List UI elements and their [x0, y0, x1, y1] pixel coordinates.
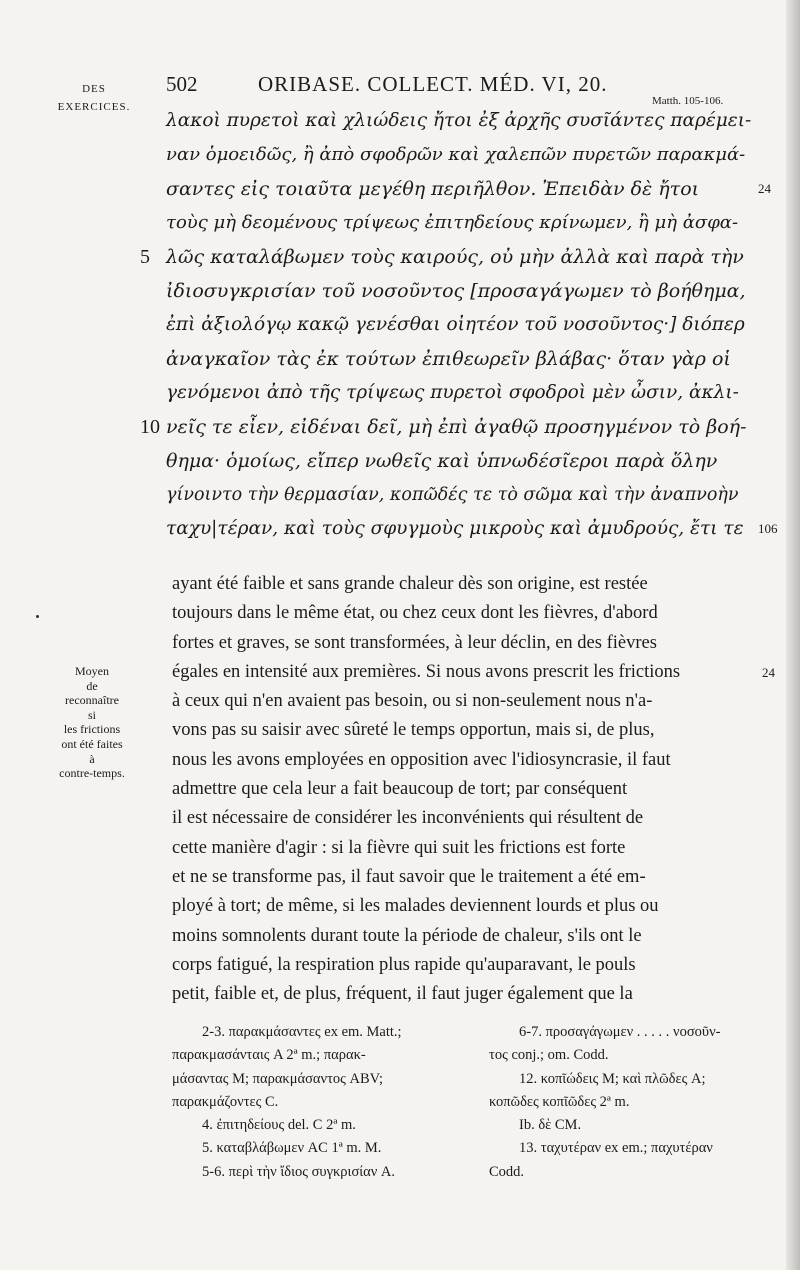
greek-line: [166, 512, 778, 546]
french-line-text: et ne se transforme pas, il faut savoir que le traitement a été em-: [172, 866, 646, 887]
greek-line: [166, 342, 766, 376]
greek-line-text: τοὺς μὴ δεομένους τρίψεως ἐπιτηδείους κρίνωμεν, ἢ μὴ ἀσφα-: [166, 212, 739, 233]
footnote-line: τος conj.; om. Codd.: [489, 1047, 609, 1064]
french-line: [172, 804, 762, 833]
french-line-text: toujours dans le même état, ou chez ceux dont les fièvres, d'abord: [172, 603, 658, 624]
margin-ref-number: 24: [762, 664, 775, 680]
french-line: [172, 980, 762, 1009]
greek-line-text: σαντες εἰς τοιαῦτα μεγέθη περιῆλθον. Ἐπειδὰν δὲ ἤτοι: [166, 178, 700, 200]
margin-dot: [36, 615, 39, 618]
margin-ref-number: 24: [758, 181, 771, 196]
sidenote-line: contre-temps.: [59, 766, 125, 781]
french-line-text: nous les avons employées en opposition avec l'idiosyncrasie, il faut: [172, 749, 671, 770]
greek-line: [166, 478, 766, 512]
french-line-text: admettre que cela leur a fait beaucoup de tort; par conséquent: [172, 779, 628, 800]
french-line: [172, 775, 762, 804]
french-line: [172, 746, 762, 775]
page-edge-shadow: [786, 0, 800, 1270]
greek-line-text: λακοὶ πυρετοὶ καὶ χλιώδεις ἤτοι ἐξ ἀρχῆς συσῖάντες παρέμει-: [166, 110, 752, 131]
french-line-text: fortes et graves, se sont transformées, à leur déclin, en des fièvres: [172, 632, 657, 653]
french-line: [172, 863, 762, 892]
sidenote-line: à: [89, 751, 95, 766]
greek-line-text: νεῖς τε εἶεν, εἰδέναι δεῖ, μὴ ἐπὶ ἀγαθῷ προσηγμένον τὸ βοή-: [166, 416, 747, 438]
sidenote-line: reconnaître: [65, 693, 119, 708]
greek-line: [166, 206, 766, 240]
french-line: [172, 834, 762, 863]
french-line: [172, 687, 762, 716]
footnote-line: 12. κοπῖώδεις M; καὶ πλῶδες A;: [519, 1070, 706, 1087]
sidenote-line: les frictions: [63, 722, 121, 737]
french-line-text: ayant été faible et sans grande chaleur dès son origine, est restée: [172, 574, 648, 594]
sidenote-line: ont été faites: [61, 736, 123, 751]
margin-ref-number: 106: [758, 521, 778, 536]
greek-line: [166, 104, 766, 138]
footnote-line: 6-7. προσαγάγωμεν . . . . . νοσοῦν-: [519, 1024, 721, 1040]
footnote-line: 4. ἐπιτηδείους del. C 2ª m.: [202, 1117, 356, 1134]
footnote-line: 13. ταχυτέραν ex em.; παχυτέραν: [519, 1140, 713, 1157]
french-line-text: ployé à tort; de même, si les malades deviennent lourds et plus ou: [172, 896, 659, 917]
footnote-line: παρακμάζοντες C.: [172, 1093, 279, 1110]
french-line: [172, 716, 762, 745]
greek-text-block: [140, 104, 778, 546]
french-line-text: il est nécessaire de considérer les inconvénients qui résultent de: [172, 808, 644, 829]
greek-line: [166, 444, 766, 478]
footnote-line: 5. καταβλάβωμεν AC 1ª m. M.: [202, 1140, 382, 1157]
greek-line: [140, 410, 766, 444]
greek-line-text: θημα· ὁμοίως, εἴπερ νωθεῖς καὶ ὑπνωδέσῖεροι παρὰ ὅλην: [166, 450, 718, 472]
footnote-line: μάσαντας M; παρακμάσαντος ABV;: [172, 1070, 384, 1087]
french-line: [172, 892, 762, 921]
footnotes-left-column: [172, 1021, 472, 1184]
french-line-text: cette manière d'agir : si la fièvre qui suit les frictions est forte: [172, 837, 626, 858]
greek-line: [140, 240, 766, 274]
line-number: 5: [140, 246, 150, 268]
greek-line: [166, 376, 766, 410]
french-line: [172, 951, 762, 980]
french-line-text: petit, faible et, de plus, fréquent, il faut juger également que la: [172, 984, 633, 1005]
french-line-text: moins somnolents durant toute la période de chaleur, s'ils ont le: [172, 925, 642, 946]
greek-line-text: ἀναγκαῖον τὰς ἐκ τούτων ἐπιθεωρεῖν βλάβας· ὅταν γὰρ οἱ: [166, 348, 731, 370]
margin-header-line: DES: [82, 83, 106, 95]
french-translation-block: [172, 570, 775, 1009]
greek-line-text: ἰδιοσυγκρισίαν τοῦ νοσοῦντος [προσαγάγωμεν τὸ βοήθημα,: [166, 280, 746, 302]
running-title: ORIBASE. COLLECT. MÉD. VI, 20.: [258, 72, 608, 96]
margin-header: [54, 80, 134, 116]
greek-line-text: γενόμενοι ἀπὸ τῆς τρίψεως πυρετοὶ σφοδροὶ μὲν ὦσιν, ἀκλι-: [166, 382, 739, 403]
margin-header-line: EXERCICES.: [57, 101, 131, 113]
french-line-text: corps fatigué, la respiration plus rapide qu'auparavant, le pouls: [172, 954, 636, 975]
margin-sidenote: [40, 664, 144, 781]
greek-line-text: ναν ὁμοειδῶς, ἢ ἀπὸ σφοδρῶν καὶ χαλεπῶν πυρετῶν παρακμά-: [166, 144, 746, 165]
french-line: [172, 629, 762, 658]
page-number: 502: [166, 72, 198, 96]
greek-line: [166, 274, 766, 308]
line-number: 10: [140, 416, 160, 438]
french-line: [172, 922, 762, 951]
french-line: [172, 599, 762, 628]
footnote-line: 5-6. περὶ τὴν ἴδιος συγκρισίαν A.: [202, 1163, 396, 1180]
greek-line: [166, 308, 766, 342]
edition-reference: Matth. 105-106.: [652, 95, 724, 107]
footnote-line: 2-3. παρακμάσαντες ex em. Matt.;: [202, 1024, 402, 1040]
greek-line: [166, 172, 771, 206]
footnote-line: κοπῶδες κοπῖῶδες 2ª m.: [489, 1093, 630, 1110]
french-line-text: vons pas su saisir avec sûreté le temps opportun, mais si, de plus,: [172, 720, 655, 741]
footnote-line: παρακμασάνταις A 2ª m.; παρακ-: [172, 1047, 366, 1064]
sidenote-line: de: [86, 678, 98, 693]
sidenote-line: si: [87, 707, 96, 722]
greek-line-text: λῶς καταλάβωμεν τοὺς καιρούς, οὐ μὴν ἀλλὰ καὶ παρὰ τὴν: [166, 246, 744, 268]
greek-line-text: ταχυ|τέραν, καὶ τοὺς σφυγμοὺς μικροὺς καὶ ἀμυδρούς, ἔτι τε: [166, 518, 744, 539]
french-line-text: à ceux qui n'en avaient pas besoin, ou si non-seulement nous n'a-: [172, 691, 653, 712]
greek-line-text: γίνοιντο τὴν θερμασίαν, κοπῶδές τε τὸ σῶμα καὶ τὴν ἀναπνοὴν: [166, 485, 739, 505]
sidenote-line: Moyen: [75, 664, 109, 678]
footnote-line: Ib. δὲ CM.: [519, 1117, 582, 1134]
footnote-line: Codd.: [489, 1163, 525, 1180]
footnotes-right-column: [489, 1021, 779, 1184]
french-line-text: égales en intensité aux premières. Si nous avons prescrit les frictions: [172, 661, 681, 682]
french-line: [172, 658, 775, 687]
french-line: [172, 570, 762, 599]
greek-line-text: ἐπὶ ἀξιολόγῳ κακῷ γενέσθαι οἰητέον τοῦ νοσοῦντος·] διόπερ: [166, 314, 745, 335]
greek-line: [166, 138, 766, 172]
